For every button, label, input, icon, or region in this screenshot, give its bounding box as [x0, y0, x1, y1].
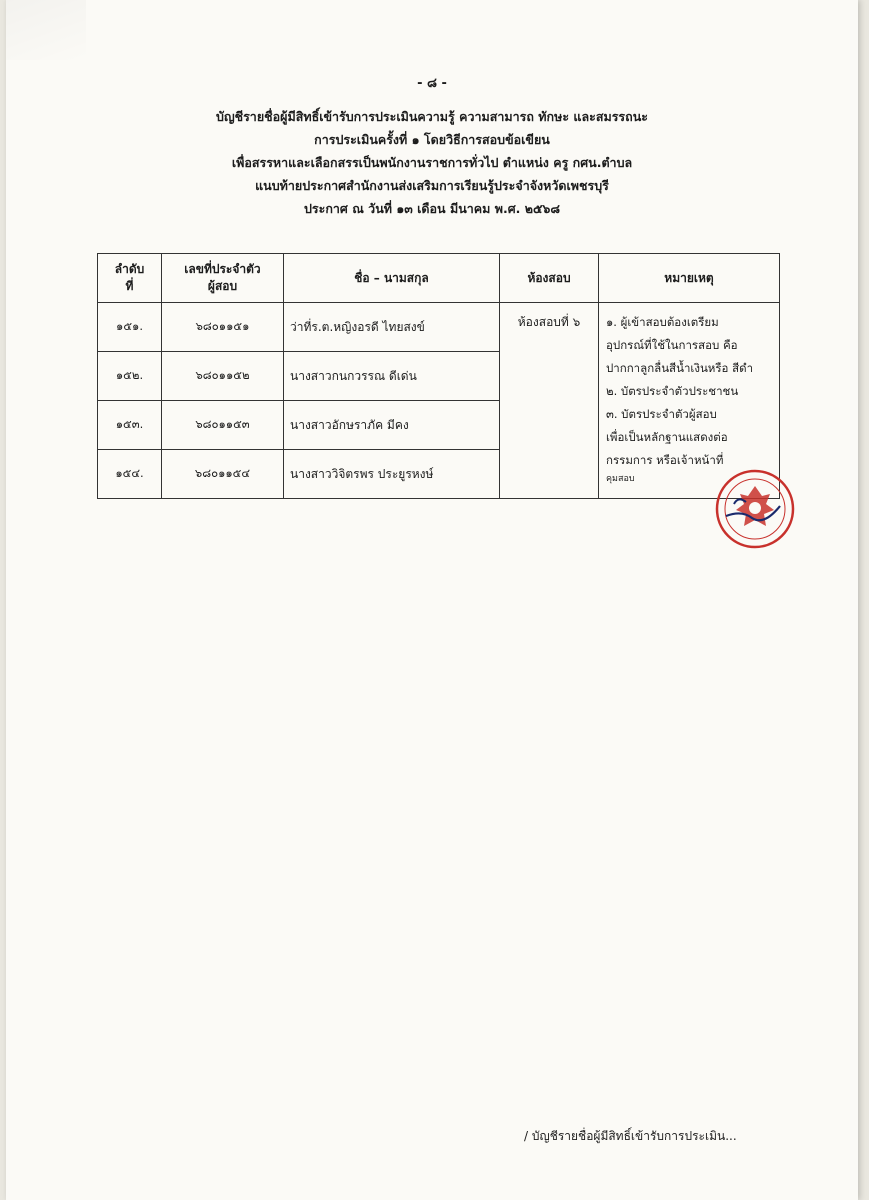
- document-heading: [6, 105, 858, 220]
- row-exam-id: ๖๘๐๑๑๕๔: [162, 450, 284, 499]
- heading-line-1: บัญชีรายชื่อผู้มีสิทธิ์เข้ารับการประเมินความรู้ ความสามารถ ทักษะ และสมรรถนะ: [216, 109, 648, 124]
- row-order: ๑๕๔.: [98, 450, 162, 499]
- column-header-remark: หมายเหตุ: [599, 254, 780, 303]
- exam-room-cell: ห้องสอบที่ ๖: [500, 303, 599, 499]
- row-order: ๑๕๓.: [98, 401, 162, 450]
- column-header-order-line-1: ลำดับ: [114, 262, 145, 276]
- remark-line: ๓. บัตรประจำตัวผู้สอบ: [606, 407, 717, 421]
- candidate-table: [97, 253, 780, 499]
- remark-line: อุปกรณ์ที่ใช้ในการสอบ คือ: [606, 338, 738, 352]
- row-name: นางสาววิจิตรพร ประยูรหงษ์: [284, 450, 500, 499]
- page-corner-shade: [6, 0, 86, 60]
- document-page: [6, 0, 858, 1200]
- column-header-order-line-2: ที่: [125, 279, 134, 293]
- remark-line: ปากกาลูกลื่นสีน้ำเงินหรือ สีดำ: [606, 361, 754, 375]
- heading-line-4: แนบท้ายประกาศสำนักงานส่งเสริมการเรียนรู้ประจำจังหวัดเพชรบุรี: [255, 178, 609, 193]
- official-seal-icon: [712, 466, 798, 552]
- row-name: ว่าที่ร.ต.หญิงอรดี ไทยสงข์: [284, 303, 500, 352]
- column-header-order: [98, 254, 162, 303]
- column-header-room: ห้องสอบ: [500, 254, 599, 303]
- row-exam-id: ๖๘๐๑๑๕๑: [162, 303, 284, 352]
- continuation-note: / บัญชีรายชื่อผู้มีสิทธิ์เข้ารับการประเมิน...: [524, 1129, 737, 1143]
- row-exam-id: ๖๘๐๑๑๕๓: [162, 401, 284, 450]
- row-order: ๑๕๑.: [98, 303, 162, 352]
- row-name: นางสาวกนกวรรณ ดีเด่น: [284, 352, 500, 401]
- remark-line: ๑. ผู้เข้าสอบต้องเตรียม: [606, 315, 719, 329]
- column-header-exam-id: [162, 254, 284, 303]
- heading-line-2: การประเมินครั้งที่ ๑ โดยวิธีการสอบข้อเขียน: [314, 132, 550, 147]
- table-row: [98, 303, 780, 352]
- page-number: - ๘ -: [417, 76, 447, 91]
- remark-line: กรรมการ หรือเจ้าหน้าที่: [606, 453, 724, 467]
- remark-line: เพื่อเป็นหลักฐานแสดงต่อ: [606, 430, 728, 444]
- column-header-exam-id-line-2: ผู้สอบ: [207, 279, 238, 293]
- remark-line: ๒. บัตรประจำตัวประชาชน: [606, 384, 739, 398]
- heading-line-5: ประกาศ ณ วันที่ ๑๓ เดือน มีนาคม พ.ศ. ๒๕๖๘: [303, 201, 561, 216]
- remark-line: คุมสอบ: [606, 474, 635, 484]
- table-header-row: [98, 254, 780, 303]
- heading-line-3: เพื่อสรรหาและเลือกสรรเป็นพนักงานราชการทั่วไป ตำแหน่ง ครู กศน.ตำบล: [231, 155, 633, 170]
- column-header-name: ชื่อ – นามสกุล: [284, 254, 500, 303]
- row-exam-id: ๖๘๐๑๑๕๒: [162, 352, 284, 401]
- row-name: นางสาวอักษราภัค มีคง: [284, 401, 500, 450]
- column-header-exam-id-line-1: เลขที่ประจำตัว: [184, 262, 261, 276]
- row-order: ๑๕๒.: [98, 352, 162, 401]
